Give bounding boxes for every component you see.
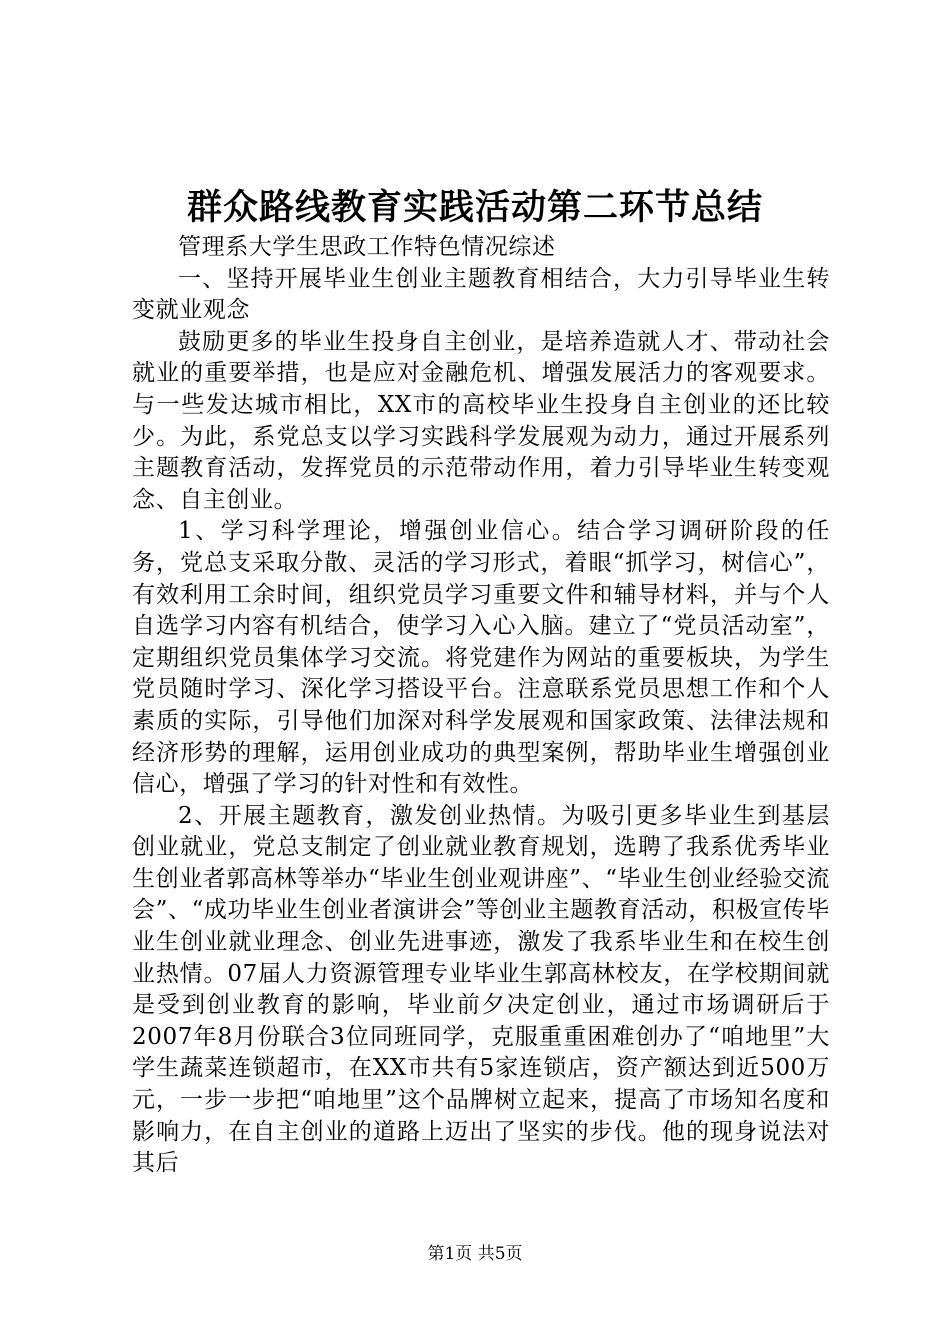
body-paragraph: 2、开展主题教育，激发创业热情。为吸引更多毕业生到基层创业就业，党总支制定了创业就业教育规划，选聘了我系优秀毕业生创业者郭高林等举办“毕业生创业观讲座”、“毕业生创业经验交流会”、“成功毕业生创业者演讲会”等创业主题教育活动，积极宣传毕业生创业就业理念、创业先进事迹，激发了我系毕业生和在校生创业热情。07届人力资源管理专业毕业生郭高林校友，在学校期间就是受到创业教育的影响，毕业前夕决定创业，通过市场调研后于2007年8月份联合3位同班同学，克服重重困难创办了“咱地里”大学生蔬菜连锁超市，在XX市共有5家连锁店，资产额达到近500万元，一步一步把“咱地里”这个品牌树立起来，提高了市场知名度和影响力，在自主创业的道路上迈出了坚实的步伐。他的现身说法对其后 [132,802,830,1177]
body-paragraph: 鼓励更多的毕业生投身自主创业，是培养造就人才、带动社会就业的重要举措，也是应对金融危机、增强发展活力的客观要求。与一些发达城市相比，XX市的高校毕业生投身自主创业的还比较少。为此，系党总支以学习实践科学发展观为动力，通过开展系列主题教育活动，发挥党员的示范带动作用，着力引导毕业生转变观念、自主创业。 [132,328,830,513]
body-paragraph: 1、学习科学理论，增强创业信心。结合学习调研阶段的任务，党总支采取分散、灵活的学习形式，着眼“抓学习，树信心”，有效利用工余时间，组织党员学习重要文件和辅导材料，并与个人自选学习内容有机结合，使学习入心入脑。建立了“党员活动室”，定期组织党员集体学习交流。将党建作为网站的重要板块，为学生党员随时学习、深化学习搭设平台。注意联系党员思想工作和个人素质的实际，引导他们加深对科学发展观和国家政策、法律法规和经济形势的理解，运用创业成功的典型案例，帮助毕业生增强创业信心，增强了学习的针对性和有效性。 [132,518,830,798]
subtitle-paragraph: 管理系大学生思政工作特色情况综述 [178,234,556,260]
page-footer: 第1页 共5页 [427,1244,523,1264]
document-title: 群众路线教育实践活动第二环节总结 [186,187,763,228]
document-body [132,232,830,1180]
section-heading-1: 一、坚持开展毕业生创业主题教育相结合，大力引导毕业生转变就业观念 [132,265,830,324]
